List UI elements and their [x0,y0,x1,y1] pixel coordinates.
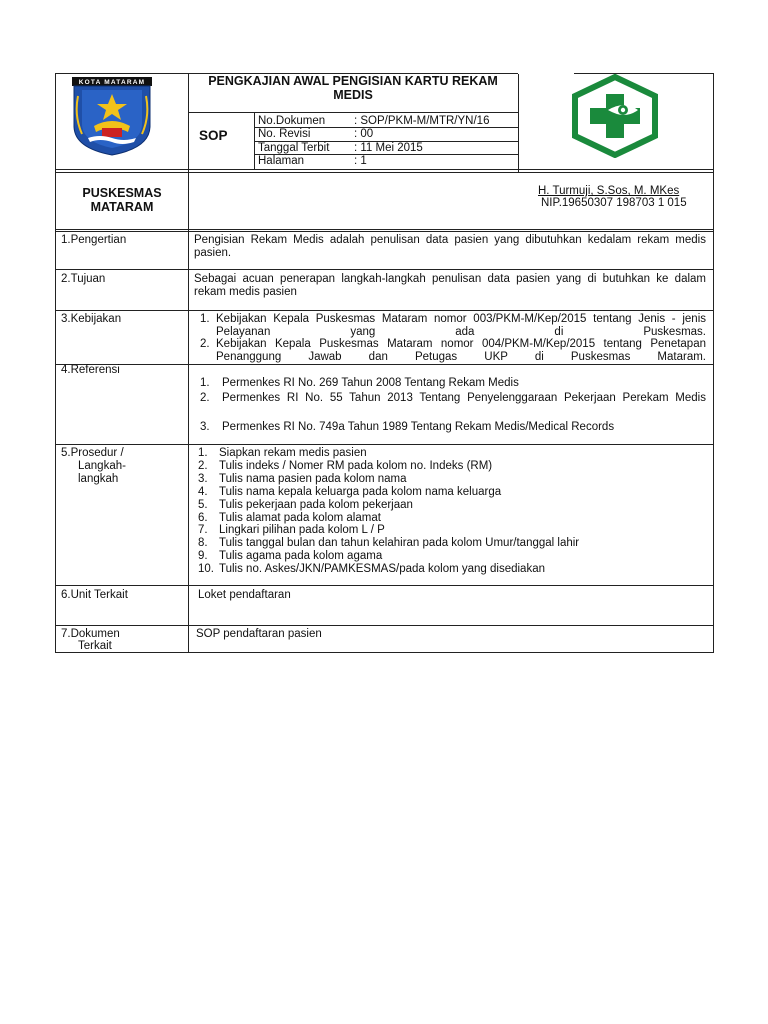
list-item: 2. Tulis indeks / Nomer RM pada kolom no. Indeks (RM) [198,460,493,472]
meta-label-halaman: Halaman [258,155,305,167]
section-label-tujuan: 2.Tujuan [61,273,106,285]
sop-label: SOP [199,128,228,143]
section-text-unit-terkait: Loket pendaftaran [198,589,291,601]
meta-value-no-revisi: : 00 [354,128,374,140]
signer-nip: NIP.19650307 198703 1 015 [541,197,687,209]
signer-name: H. Turmuji, S.Sos, M. MKes [538,185,680,197]
list-item: 9. Tulis agama pada kolom agama [198,550,383,562]
list-item: 4. Tulis nama kepala keluarga pada kolom nama keluarga [198,486,502,498]
list-item: 5. Tulis pekerjaan pada kolom pekerjaan [198,499,413,511]
meta-label-no-dokumen: No.Dokumen [258,115,326,127]
section-label-dokumen-terkait-line2: Terkait [78,640,112,652]
list-item: 7. Lingkari pilihan pada kolom L / P [198,524,385,536]
section-text-pengertian: Pengisian Rekam Medis adalah penulisan data pasien yang dibutuhkan kedalam rekam medis pasien. [194,234,706,259]
section-label-dokumen-terkait: 7.Dokumen [61,628,120,640]
meta-label-no-revisi: No. Revisi [258,128,311,140]
list-item: 3. Tulis nama pasien pada kolom nama [198,473,407,485]
list-item: 6. Tulis alamat pada kolom alamat [198,512,381,524]
meta-value-halaman: : 1 [354,155,367,167]
section-text-tujuan: Sebagai acuan penerapan langkah-langkah penulisan data pasien yang di butuhkan ke dalam rekam medis pasien [194,273,706,298]
list-item: 8. Tulis tanggal bulan dan tahun kelahiran pada kolom Umur/tanggal lahir [198,537,580,549]
section-label-prosedur: 5.Prosedur / [61,447,124,459]
list-item: 1. Siapkan rekam medis pasien [198,447,367,459]
document-title: PENGKAJIAN AWAL PENGISIAN KARTU REKAM MEDIS [208,74,498,102]
section-label-referensi: 4.Referensi [61,364,120,376]
list-item: 10. Tulis no. Askes/JKN/PAMKESMAS/pada kolom yang disediakan [198,563,545,575]
list-item: 2. Permenkes RI No. 55 Tahun 2013 Tentang Penyelenggaraan Pekerjaan Perekam Medis [200,392,706,404]
city-emblem-logo [70,76,154,156]
section-label-unit-terkait: 6.Unit Terkait [61,589,128,601]
section-label-prosedur-line2: Langkah- [78,460,126,472]
list-item: 1. Permenkes RI No. 269 Tahun 2008 Tentang Rekam Medis [200,377,519,389]
section-label-kebijakan: 3.Kebijakan [61,313,122,325]
section-label-prosedur-line3: langkah [78,473,119,485]
section-label-pengertian: 1.Pengertian [61,234,127,246]
list-item: 2. Kebijakan Kepala Puskesmas Mataram nomor 004/PKM-M/Kep/2015 tentang Penetapan Penanggung Jawab dan Petugas UKP di Puskesmas Mataram. [200,338,706,363]
puskesmas-logo [570,74,660,158]
section-text-dokumen-terkait: SOP pendaftaran pasien [196,628,322,640]
meta-value-tanggal-terbit: : 11 Mei 2015 [354,142,423,154]
meta-value-no-dokumen: : SOP/PKM-M/MTR/YN/16 [354,115,490,127]
meta-label-tanggal-terbit: Tanggal Terbit [258,142,330,154]
org-name-line2: MATARAM [90,200,154,214]
org-name-line1: PUSKESMAS [82,186,162,200]
city-emblem-label: KOTA MATARAM [78,79,146,87]
list-item: 3. Permenkes RI No. 749a Tahun 1989 Tentang Rekam Medis/Medical Records [200,421,615,433]
list-item: 1. Kebijakan Kepala Puskesmas Mataram nomor 003/PKM-M/Kep/2015 tentang Jenis - jenis Pelayanan yang ada di Puskesmas. [200,313,706,338]
